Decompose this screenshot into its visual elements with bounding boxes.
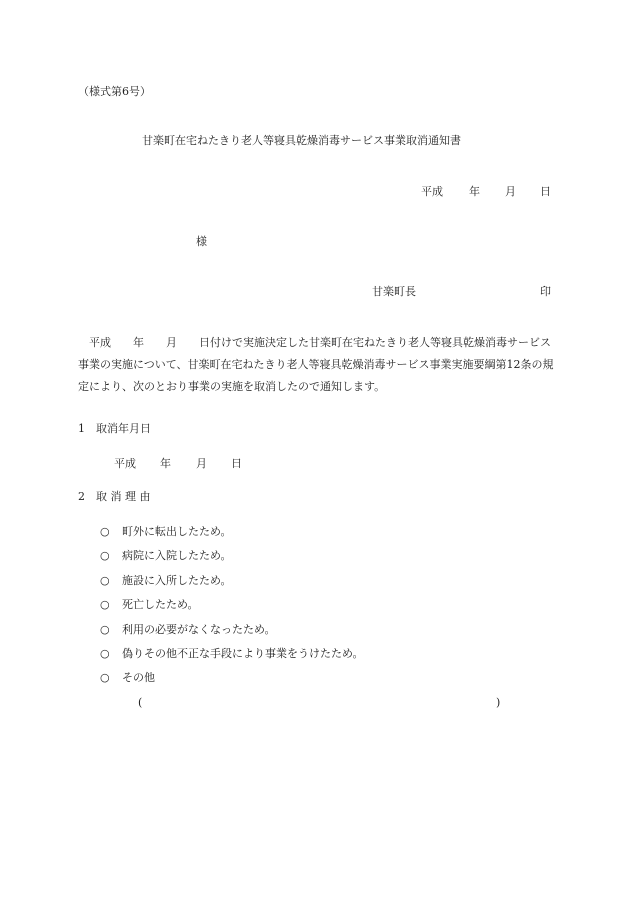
reason-option xyxy=(100,599,199,610)
cancel-date-month: 月 xyxy=(196,457,207,470)
circle-mark-icon: ○ xyxy=(100,671,110,684)
seal-mark: 印 xyxy=(540,285,551,298)
notice-body-rest: サービス事業の実施について、甘楽町在宅ねたきり老人等寝具乾燥消毒サービス事業実施要綱第12条の規定により、次のとおり事業の実施を取消したので通知します。 xyxy=(78,336,554,393)
reason-option xyxy=(100,672,155,683)
reason-label: その他 xyxy=(122,671,155,684)
cancel-date-day: 日 xyxy=(231,457,242,470)
reason-option xyxy=(100,550,232,561)
reason-option xyxy=(100,526,232,537)
date-year: 年 xyxy=(469,185,480,198)
document-title: 甘楽町在宅ねたきり老人等寝具乾燥消毒サービス事業取消通知書 xyxy=(142,134,461,147)
reason-label: 死亡したため。 xyxy=(122,598,199,611)
section2-heading: 2 取 消 理 由 xyxy=(78,490,151,503)
other-reason-paren-open: ( xyxy=(138,696,143,709)
reason-label: 偽りその他不正な手段により事業をうけたため。 xyxy=(122,647,364,660)
notice-body-lead: 平成 年 月 日付けで実施決定した甘楽町在宅ねたきり老人等寝具乾燥消毒 xyxy=(78,336,507,349)
reason-option xyxy=(100,575,232,586)
sender-name: 甘楽町長 xyxy=(372,285,416,298)
circle-mark-icon: ○ xyxy=(100,623,110,636)
reason-label: 利用の必要がなくなったため。 xyxy=(122,623,276,636)
reason-label: 施設に入所したため。 xyxy=(122,574,232,587)
circle-mark-icon: ○ xyxy=(100,574,110,587)
notice-body xyxy=(78,332,558,398)
date-day: 日 xyxy=(540,185,551,198)
reason-option xyxy=(100,648,364,659)
other-reason-paren-close: ) xyxy=(496,696,501,709)
circle-mark-icon: ○ xyxy=(100,647,110,660)
circle-mark-icon: ○ xyxy=(100,549,110,562)
reason-option xyxy=(100,624,276,635)
reason-label: 町外に転出したため。 xyxy=(122,525,232,538)
form-number: （様式第6号） xyxy=(78,85,151,98)
addressee-honorific: 様 xyxy=(196,235,207,248)
cancel-date-year: 年 xyxy=(160,457,171,470)
reason-label: 病院に入院したため。 xyxy=(122,549,232,562)
section1-heading: 1 取消年月日 xyxy=(78,422,151,435)
date-era: 平成 xyxy=(421,185,443,198)
circle-mark-icon: ○ xyxy=(100,598,110,611)
date-month: 月 xyxy=(505,185,516,198)
cancel-date-era: 平成 xyxy=(114,457,136,470)
circle-mark-icon: ○ xyxy=(100,525,110,538)
